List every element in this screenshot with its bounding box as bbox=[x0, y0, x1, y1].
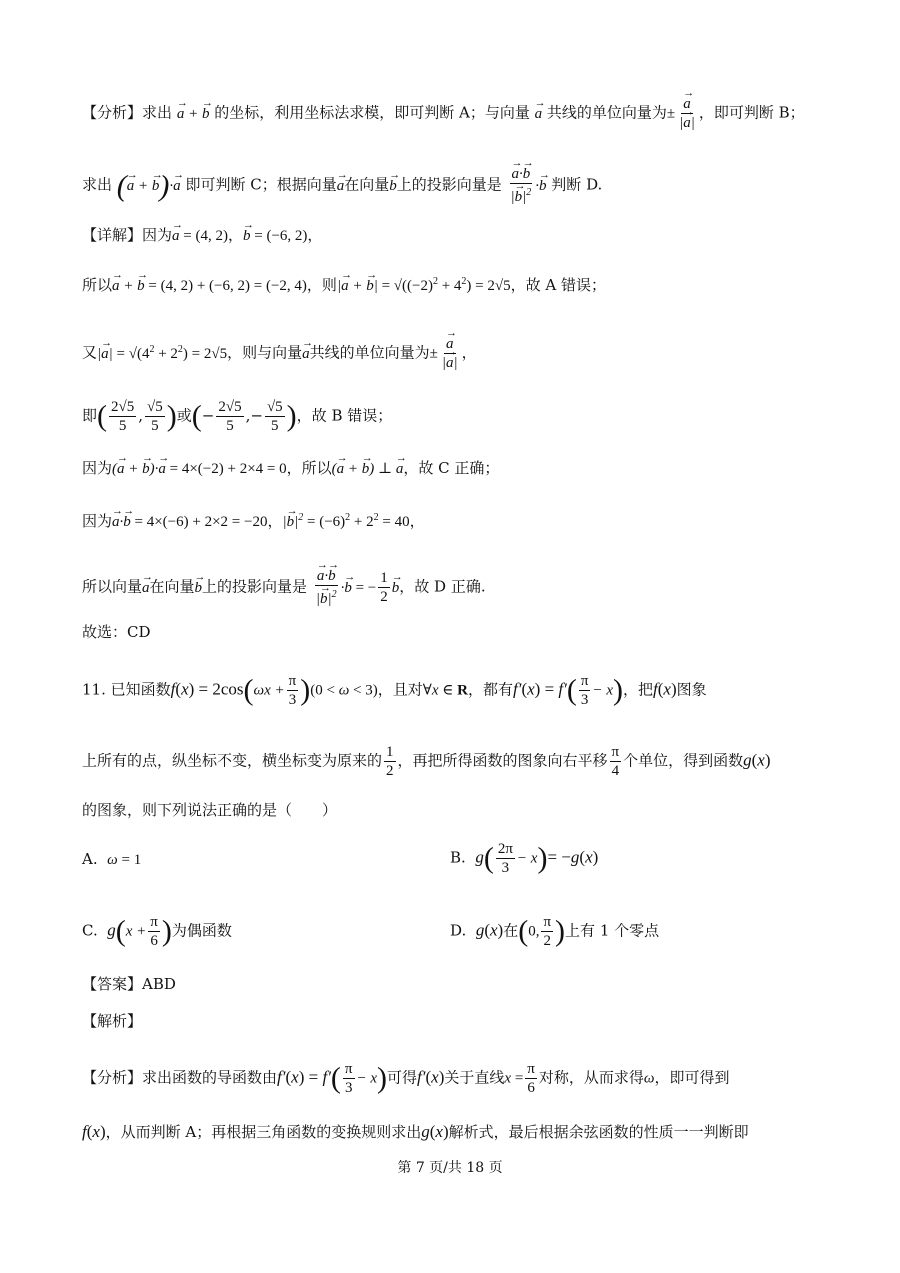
detail-line-6: 因为→ a·→ b = 4×(−6) + 2×2 = −20，|→ $b|^2 = (-6)^2 + 2^2 = 40$， bbox=[82, 508, 425, 532]
detail-line-5: 因为(→ a + → b)·→ a = 4×(−2) + 2×4 = 0，所以(→ a + → b) ⊥ → a，故 C 正确； bbox=[82, 458, 499, 479]
projection-fraction: → $\frac{a\cdot\to b}{|\to b|^2}$ bbox=[509, 165, 534, 206]
question-line-2: 上所有的点，纵坐标不变，横坐标变为原来的 $\frac{1}{2}$ ，再把所得函数的图象向右平移 $\frac{\pi}{4}$ 个单位，得到函数g(x) bbox=[82, 744, 771, 779]
detail-label: 【详解】 bbox=[82, 226, 143, 244]
detail-line-1: 【详解】因为→ a = (4, 2)，→ b = (−6, 2)， bbox=[82, 225, 322, 246]
question-line-1: 11. 已知函数f(x) = 2cos(ωx + $\frac{\pi}{3}$ )(0 < ω < 3)，且对∀x ∈ R，都有f′(x) = f′( $\frac{\pi}{3}$ − x)，把f(x)图象 bbox=[82, 673, 707, 708]
analysis-line-2: 求出 (→ a + → b)·→ a 即可判断 C；根据向量→ a在向量→ b上的投影向量是 → $\frac{a\cdot\to b}{|\to b|^2}$ ·→ b 判断 D. bbox=[82, 165, 602, 206]
answer-value: ABD bbox=[142, 975, 176, 993]
detail-line-2: 所以→ a + → b = (4, 2) + (−6, 2) = (−2, 4)，则|→ a + → $b| = √((-2)^2 + 4^2) = 2√5$，故 A 错误； bbox=[82, 272, 606, 296]
analysis-label: 【分析】 bbox=[82, 103, 143, 122]
detail-line-4: 即( $\frac{2√5}{5}$ , $\frac{√5}{5}$ )或(− $\frac{2√5}{5}$ ,− $\frac{√5}{5}$ )，故 B 错误； bbox=[82, 399, 393, 434]
unit-vector-fraction: → $\frac{a}{|\to a|}$ bbox=[677, 95, 697, 132]
detail-line-3: 又|→ $a| = √(4^2 + 2^2) = 2√5$，则与向量→ a共线的单位向量为± → $\frac{a}{|\to a|}$ ， bbox=[82, 335, 477, 372]
explain-line-2: f(x)，从而判断 A；再根据三角函数的变换规则求出g(x)解析式，最后根据余弦函数的性质一一判断即 bbox=[82, 1122, 749, 1141]
choose-line: 故选：CD bbox=[82, 623, 151, 641]
option-a[interactable]: A. ω = 1 bbox=[82, 850, 142, 868]
page-footer: 第 7 页/共 18 页 bbox=[397, 1160, 503, 1176]
option-c[interactable]: C. g(x + $\frac{\pi}{6}$ )为偶函数 bbox=[82, 914, 232, 949]
explain-line-1: 【分析】求出函数的导函数由f′(x) = f′( $\frac{\pi}{3}$ − x)可得f′(x)关于直线x = $\frac{\pi}{6}$ 对称，从而求得ω，即可得到 bbox=[82, 1061, 730, 1096]
answer-line bbox=[82, 974, 176, 994]
option-d[interactable]: D. g(x)在(0, $\frac{\pi}{2}$ )上有 1 个零点 bbox=[450, 914, 660, 949]
question-number: 11. bbox=[82, 680, 106, 699]
answer-label: 【答案】 bbox=[82, 975, 143, 993]
option-b[interactable]: B. g( $\frac{2\pi}{3}$ − x)= −g(x) bbox=[450, 841, 599, 876]
detail-line-7: 所以向量→ a在向量→ b上的投影向量是 → $\frac{a\cdot\to b}{|\to b|^2}$ ·→ b = − $\frac{1}{2}$ → b，故 D 正确. bbox=[82, 567, 486, 608]
question-line-3: 的图象，则下列说法正确的是（ ） bbox=[82, 801, 338, 819]
explain-label: 【解析】 bbox=[82, 1012, 143, 1030]
analysis-line-1: 【分析】求出 → a + → b 的坐标，利用坐标法求模，即可判断 A；与向量 → a 共线的单位向量为± → $\frac{a}{|\to a|}$ ，即可判断 B； bbox=[82, 95, 805, 132]
